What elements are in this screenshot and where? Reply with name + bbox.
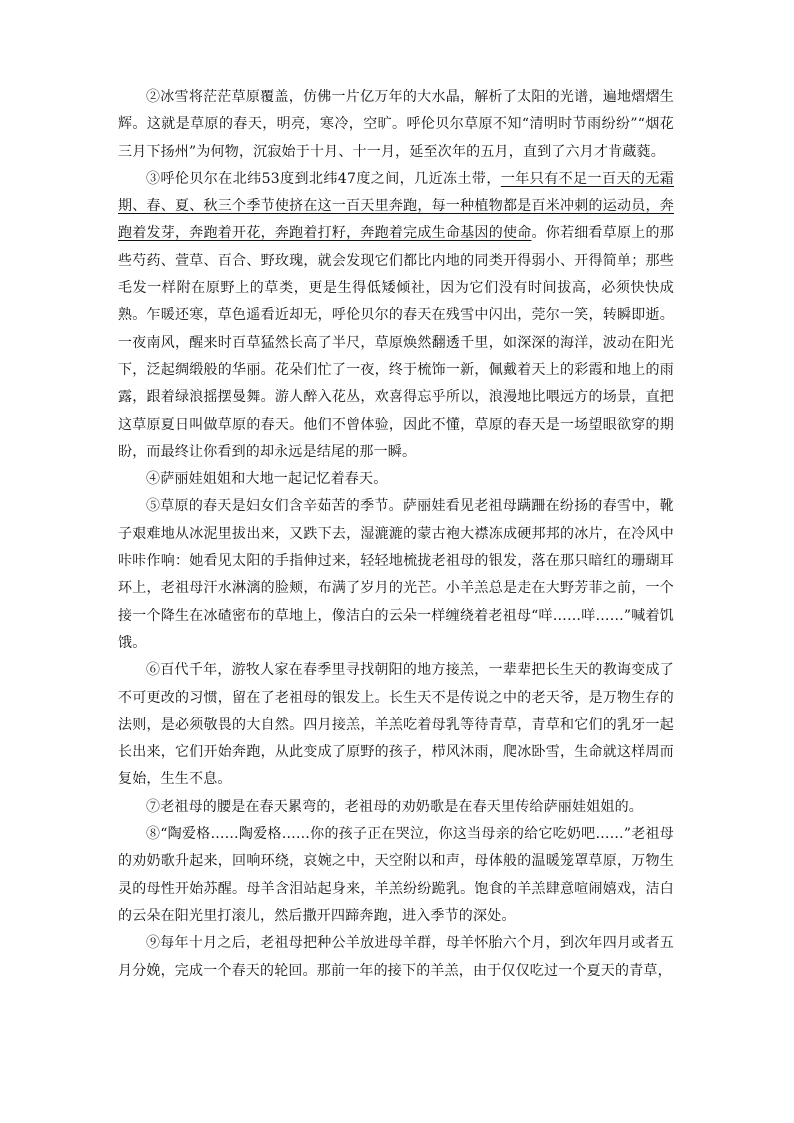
paragraph-9: ⑨每年十月之后，老祖母把种公羊放进母羊群，母羊怀胎六个月，到次年四月或者五月分娩，完成一个春天的轮回。那前一年的接下的羊羔，由于仅仅吃过一个夏天的青草， <box>118 935 674 979</box>
paragraph-5: ⑤草原的春天是妇女们含辛茹苦的季节。萨丽娃看见老祖母蹒跚在纷扬的春雪中，靴子艰难地从冰泥里拔出来，又跌下去，湿漉漉的蒙古袍大襟冻成硬邦邦的冰片，在冷风中咔咔作响：她看见太阳的手指伸过来，轻轻地梳拢老祖母的银发，落在那只暗红的珊瑚耳环上，老祖母汗水淋漓的脸颊，布满了岁月的光芒。小羊羔总是走在大野芳菲之前，一个接一个降生在冰碴密布的草地上，像洁白的云朵一样缠绕着老祖母“咩……咩……”喊着饥饿。 <box>118 498 674 651</box>
paragraph-3 <box>118 166 674 466</box>
paragraph-3-lead: ③呼伦贝尔在北纬53度到北纬47度之间，几近冻土带， <box>146 170 501 187</box>
paragraph-3-underlined-sentence: 一年只有不足一百天的无霜期、春、夏、秋三个季节使挤在这一百天里奔跑，每一种植物都是百米冲刺的运动员，奔跑着发芽，奔跑着开花，奔跑着打籽，奔跑着完成生命基因的使命 <box>118 170 674 242</box>
paragraph-2: ②冰雪将茫茫草原覆盖，仿佛一片亿万年的大水晶，解析了太阳的光谱，遍地熠熠生辉。这就是草原的春天，明亮，寒冷，空旷。呼伦贝尔草原不知“清明时节雨纷纷”“烟花三月下扬州”为何物，沉寂始于十月、十一月，延至次年的五月，直到了六月才肯蔵蕤。 <box>118 89 674 160</box>
paragraph-4: ④萨丽娃姐姐和大地一起记忆着春天。 <box>146 471 388 488</box>
paragraph-6: ⑥百代千年，游牧人家在春季里寻找朝阳的地方接羔，一辈辈把长生天的教诲变成了不可更改的习惯，留在了老祖母的银发上。长生天不是传说之中的老天爷，是万物生存的法则，是必须敬畏的大自然。四月接羔，羊羔吃着母乳等待青草，青草和它们的乳牙一起长出来，它们开始奔跑，从此变成了原野的孩子，栉风沐雨，爬冰卧雪，生命就这样周而复始，生生不息。 <box>118 662 674 788</box>
document-page <box>118 84 674 985</box>
paragraph-3-rest: 。你若细看草原上的那些芍药、萱草、百合、野玫瑰，就会发现它们都比内地的同类开得弱小、开得简单；那些毛发一样附在原野上的草类，更是生得低矮倾社，因为它们没有时间拔高，必须快快成熟。乍暖还寒，草色遥看近却无，呼伦贝尔的春天在残雪中闪出，莞尔一笑，转瞬即逝。一夜南风，醒来时百草猛然长高了半尺，草原焕然翻透千里，如深深的海洋，波动在阳光下，泛起绸缎般的华丽。花朵们忙了一夜，终于梳饰一新，佩戴着天上的彩霞和地上的雨露，跟着绿浪摇摆曼舞。游人醉入花丛，欢喜得忘乎所以，浪漫地比喂远方的场景，直把这草原夏日叫做草原的春天。他们不曾体验，因此不懂，草原的春天是一场望眼欲穿的期盼，而最终让你看到的却永远是结尾的那一瞬。 <box>118 225 674 460</box>
paragraph-8: ⑧“陶爱格……陶爱格……你的孩子正在哭泣，你这当母亲的给它吃奶吧……”老祖母的劝奶歌升起来，回响环绕，哀婉之中，天空附以和声，母体般的温暖笼罩草原，万物生灵的母性开始苏醒。母羊含泪站起身来，羊羔纷纷跪乳。饱食的羊羔肆意喧闹嬉戏，洁白的云朵在阳光里打滚儿，然后撒开四蹄奔跑，进入季节的深处。 <box>118 826 674 924</box>
paragraph-7: ⑦老祖母的腰是在春天累弯的，老祖母的劝奶歌是在春天里传给萨丽娃姐姐的。 <box>146 798 643 815</box>
